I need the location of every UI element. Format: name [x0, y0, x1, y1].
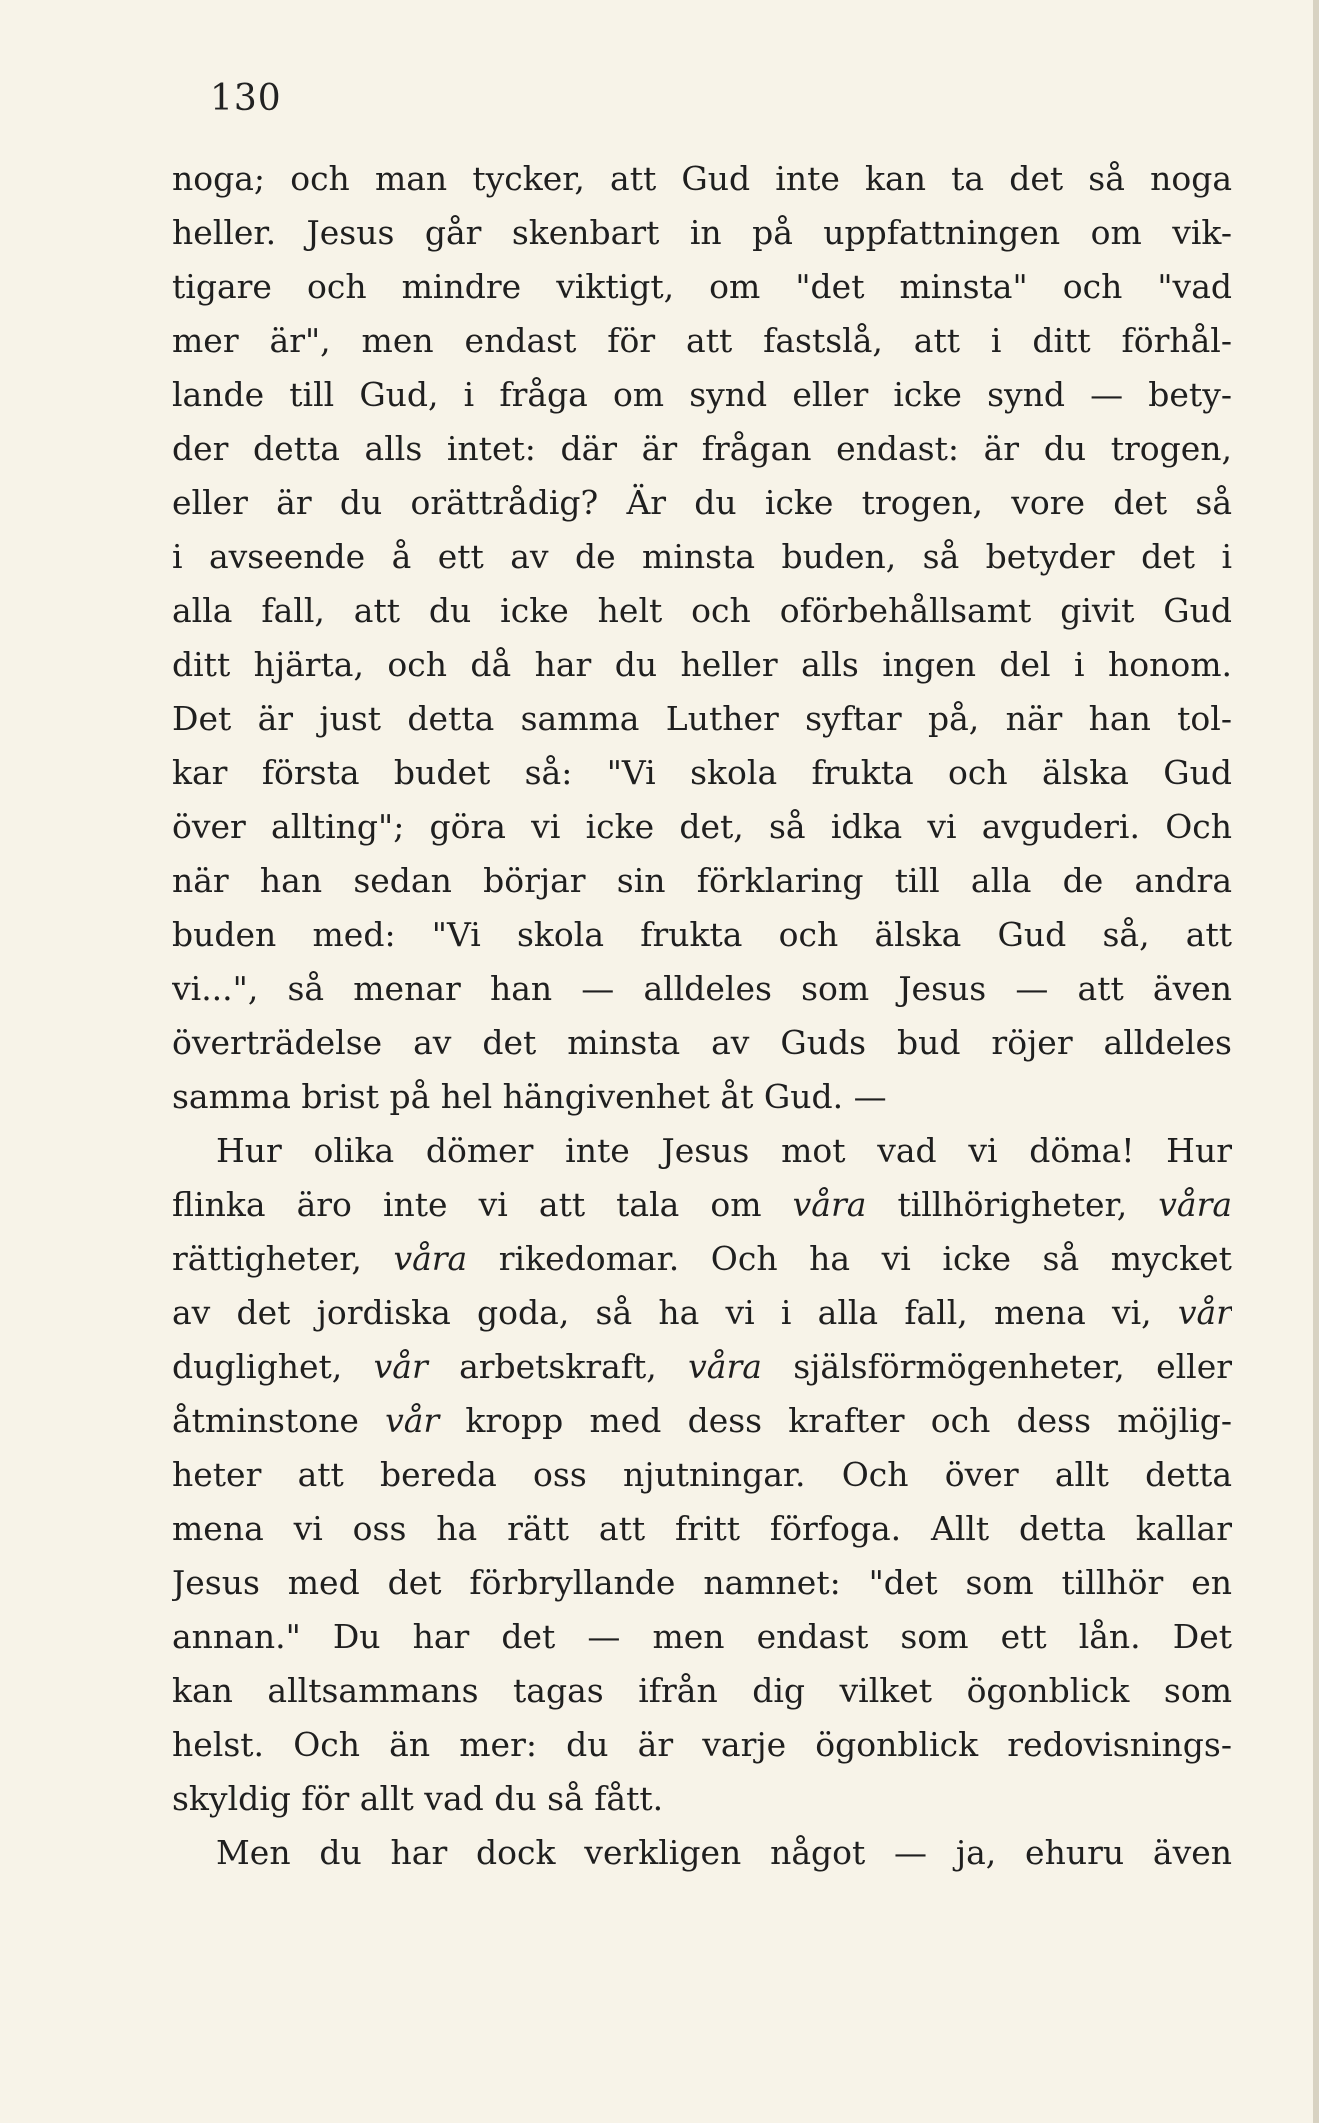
text-line: flinka äro inte vi att tala om våra tillhörigheter, våra — [172, 1185, 1232, 1224]
text-line: åtminstone vår kropp med dess krafter och dess möjlig- — [172, 1401, 1232, 1440]
text-line: kar första budet så: "Vi skola frukta och älska Gud — [172, 753, 1232, 792]
text-line: helst. Och än mer: du är varje ögonblick redovisnings- — [172, 1725, 1232, 1764]
text-line: alla fall, att du icke helt och oförbehållsamt givit Gud — [172, 591, 1232, 630]
text-line: mena vi oss ha rätt att fritt förfoga. Allt detta kallar — [172, 1509, 1232, 1548]
text-line: överträdelse av det minsta av Guds bud röjer alldeles — [172, 1023, 1232, 1062]
page-edge — [1313, 0, 1319, 2123]
text-line: skyldig för allt vad du så fått. — [172, 1779, 664, 1818]
text-line: der detta alls intet: där är frågan endast: är du trogen, — [172, 429, 1232, 468]
text-line: heter att bereda oss njutningar. Och över allt detta — [172, 1455, 1232, 1494]
text-line: över allting"; göra vi icke det, så idka vi avguderi. Och — [172, 807, 1232, 846]
text-line: Jesus med det förbryllande namnet: "det som tillhör en — [172, 1563, 1232, 1602]
text-line: mer är", men endast för att fastslå, att i ditt förhål- — [172, 321, 1232, 360]
text-line: rättigheter, våra rikedomar. Och ha vi icke så mycket — [172, 1239, 1232, 1278]
text-line: noga; och man tycker, att Gud inte kan ta det så noga — [172, 159, 1232, 198]
text-line: ditt hjärta, och då har du heller alls ingen del i honom. — [172, 645, 1232, 684]
text-line: Det är just detta samma Luther syftar på, när han tol- — [172, 699, 1232, 738]
text-line: kan alltsammans tagas ifrån dig vilket ögonblick som — [172, 1671, 1232, 1710]
text-line: annan." Du har det — men endast som ett lån. Det — [172, 1617, 1232, 1656]
body-text — [172, 152, 1232, 1880]
text-line: eller är du orättrådig? Är du icke trogen, vore det så — [172, 483, 1232, 522]
text-line: vi...", så menar han — alldeles som Jesus — att även — [172, 969, 1232, 1008]
text-line: av det jordiska goda, så ha vi i alla fall, mena vi, vår — [172, 1293, 1232, 1332]
text-line: tigare och mindre viktigt, om "det minsta" och "vad — [172, 267, 1232, 306]
text-line: samma brist på hel hängivenhet åt Gud. — — [172, 1077, 887, 1116]
text-line: när han sedan börjar sin förklaring till alla de andra — [172, 861, 1232, 900]
text-line: Men du har dock verkligen något — ja, ehuru även — [216, 1833, 1232, 1872]
text-line: buden med: "Vi skola frukta och älska Gud så, att — [172, 915, 1232, 954]
text-line: i avseende å ett av de minsta buden, så betyder det i — [172, 537, 1232, 576]
text-line: Hur olika dömer inte Jesus mot vad vi döma! Hur — [216, 1131, 1232, 1170]
text-line: duglighet, vår arbetskraft, våra själsförmögenheter, eller — [172, 1347, 1232, 1386]
text-line: lande till Gud, i fråga om synd eller icke synd — bety- — [172, 375, 1232, 414]
text-line: heller. Jesus går skenbart in på uppfattningen om vik- — [172, 213, 1232, 252]
page-number: 130 — [210, 78, 282, 119]
